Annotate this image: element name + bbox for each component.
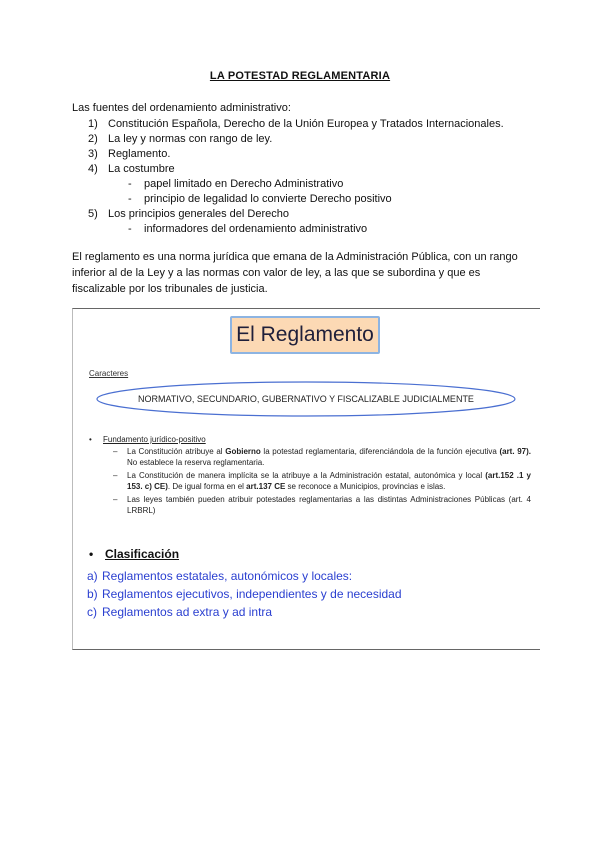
list-item: – La Constitución atribuye al Gobierno la potestad reglamentaria, diferenciándola de la función ejecutiva (art. 97). No establece la reserva reglamentaria. <box>113 447 532 467</box>
document-title: LA POTESTAD REGLAMENTARIA <box>209 70 391 82</box>
sub-list-item: - informadores del ordenamiento administrativo <box>128 223 368 235</box>
list-item: 2) La ley y normas con rango de ley. <box>88 133 273 145</box>
clasificacion-list <box>87 567 402 621</box>
fundamento-items <box>113 447 531 516</box>
list-item: – La Constitución de manera implícita se la atribuye a la Administración estatal, autonómica y local (art.152 .1 y 153. c) CE). De igual forma en el art.137 CE se reconoce a Municipios, provincias e islas. <box>113 471 531 491</box>
caracteres-label: Caracteres <box>89 369 129 378</box>
list-item: – Las leyes también pueden atribuir potestades reglamentarias a las distintas Administraciones Públicas (art. 4 LRBRL) <box>113 495 531 515</box>
caracteres-text: NORMATIVO, SECUNDARIO, GUBERNATIVO Y FISCALIZABLE JUDICIALMENTE <box>138 394 474 404</box>
fundamento-label: • Fundamento jurídico-positivo <box>89 435 206 444</box>
definition-paragraph: El reglamento es una norma jurídica que emana de la Administración Pública, con un rango inferior al de la Ley y a las normas con valor de ley, a las que se subordina y que es fiscalizable por los tribunales de justicia. <box>72 251 518 295</box>
clasificacion-heading: • Clasificación <box>89 547 180 561</box>
list-item: b) Reglamentos ejecutivos, independientes y de necesidad <box>87 587 402 601</box>
list-item: 5) Los principios generales del Derecho <box>88 208 289 220</box>
sub-list-item: - principio de legalidad lo convierte Derecho positivo <box>128 193 392 205</box>
list-item: c) Reglamentos ad extra y ad intra <box>87 605 273 619</box>
list-item: a) Reglamentos estatales, autonómicos y locales: <box>87 569 353 583</box>
list-item: 1) Constitución Española, Derecho de la Unión Europea y Tratados Internacionales. <box>88 118 504 130</box>
sources-list <box>88 117 504 237</box>
fundamento-section <box>89 435 531 519</box>
list-item: 3) Reglamento. <box>88 148 171 160</box>
intro-text: Las fuentes del ordenamiento administrativo: <box>72 102 291 114</box>
list-item: 4) La costumbre <box>88 163 175 175</box>
sub-list-item: - papel limitado en Derecho Administrativo <box>128 178 344 190</box>
slide-image <box>72 308 540 650</box>
slide-title: El Reglamento <box>230 316 380 354</box>
